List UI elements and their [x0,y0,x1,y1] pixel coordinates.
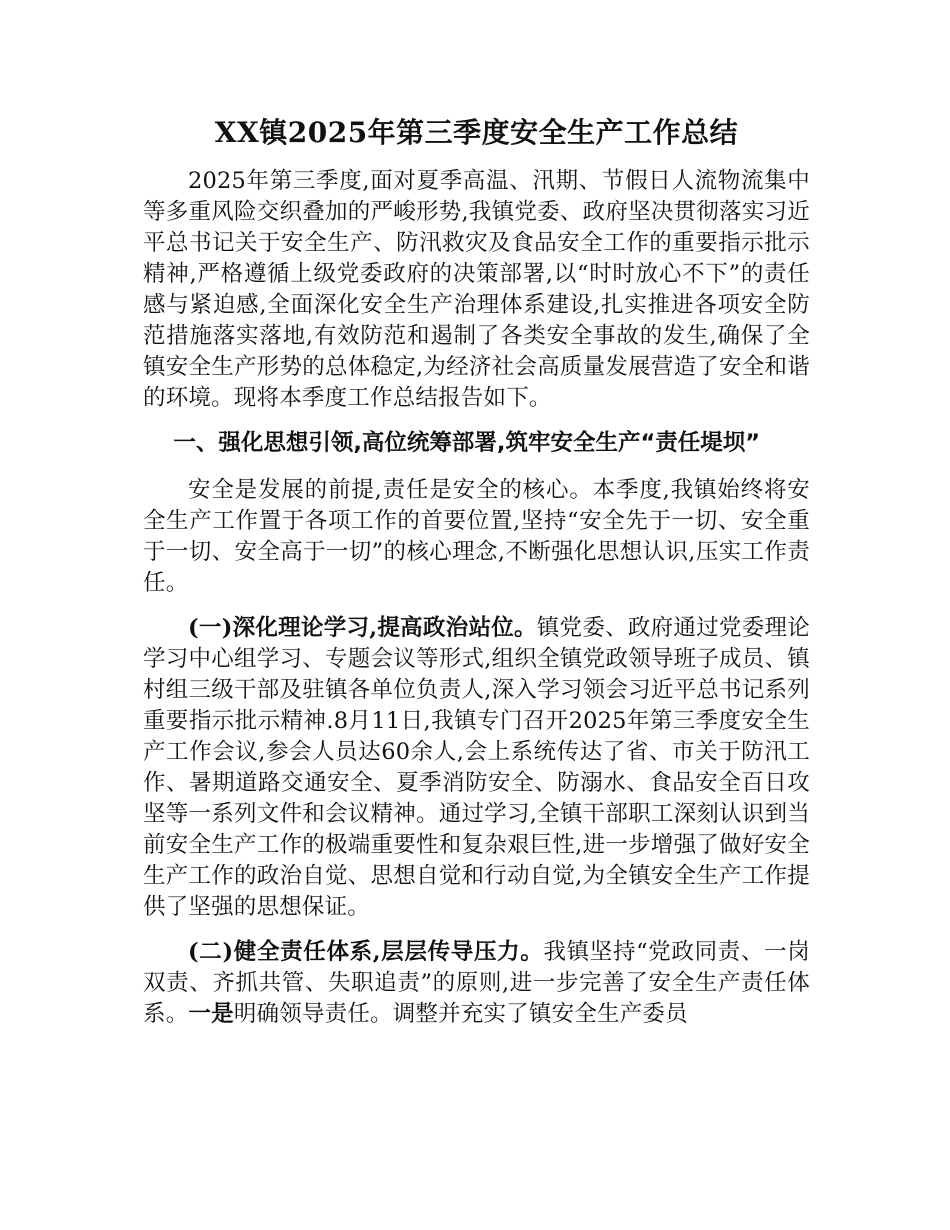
item1-text: 镇党委、政府通过党委理论学习中心组学习、专题会议等形式,组织全镇党政领导班子成员、镇村组三级干部及驻镇各单位负责人,深入学习领会习近平总书记系列重要指示批示精神.8月11日,我镇专门召开2025年第三季度安全生产工作会议,参会人员达60余人,会上系统传达了省、市关于防汛工作、暑期道路交通安全、夏季消防安全、防溺水、食品安全百日攻坚等一系列文件和会议精神。通过学习,全镇干部职工深刻认识到当前安全生产工作的极端重要性和复杂艰巨性,进一步增强了做好安全生产工作的政治自觉、思想自觉和行动自觉,为全镇安全生产工作提供了坚强的思想保证。 [143,615,810,920]
section1-paragraph: 安全是发展的前提,责任是安全的核心。本季度,我镇始终将安全生产工作置于各项工作的首要位置,坚持“安全先于一切、安全重于一切、安全高于一切”的核心理念,不断强化思想认识,压实工作责任。 [143,477,810,596]
item2-sub-lead: 一是 [188,1001,234,1027]
item2-lead: (二)健全责任体系,层层传导压力。 [188,939,544,965]
document-page [143,112,810,1044]
document-title: XX镇2025年第三季度安全生产工作总结 [214,116,739,149]
item2-paragraph [143,937,810,1030]
item2-sub-text: 明确领导责任。调整并充实了镇安全生产委员 [233,1001,688,1027]
section-heading-1: 一、强化思想引领,高位统筹部署,筑牢安全生产“责任堤坝” [173,430,761,456]
intro-paragraph: 2025年第三季度,面对夏季高温、汛期、节假日人流物流集中等多重风险交织叠加的严峻形势,我镇党委、政府坚决贯彻落实习近平总书记关于安全生产、防汛救灾及食品安全工作的重要指示批示精神,严格遵循上级党委政府的决策部署,以“时时放心不下”的责任感与紧迫感,全面深化安全生产治理体系建设,扎实推进各项安全防范措施落实落地,有效防范和遏制了各类安全事故的发生,确保了全镇安全生产形势的总体稳定,为经济社会高质量发展营造了安全和谐的环境。现将本季度工作总结报告如下。 [143,168,810,411]
item2-text: 我镇坚持“党政同责、一岗双责、齐抓共管、失职追责”的原则,进一步完善了安全生产责任体系。 [143,939,811,1027]
item1-lead: (一)深化理论学习,提高政治站位。 [188,615,537,641]
item1-paragraph [143,613,810,923]
